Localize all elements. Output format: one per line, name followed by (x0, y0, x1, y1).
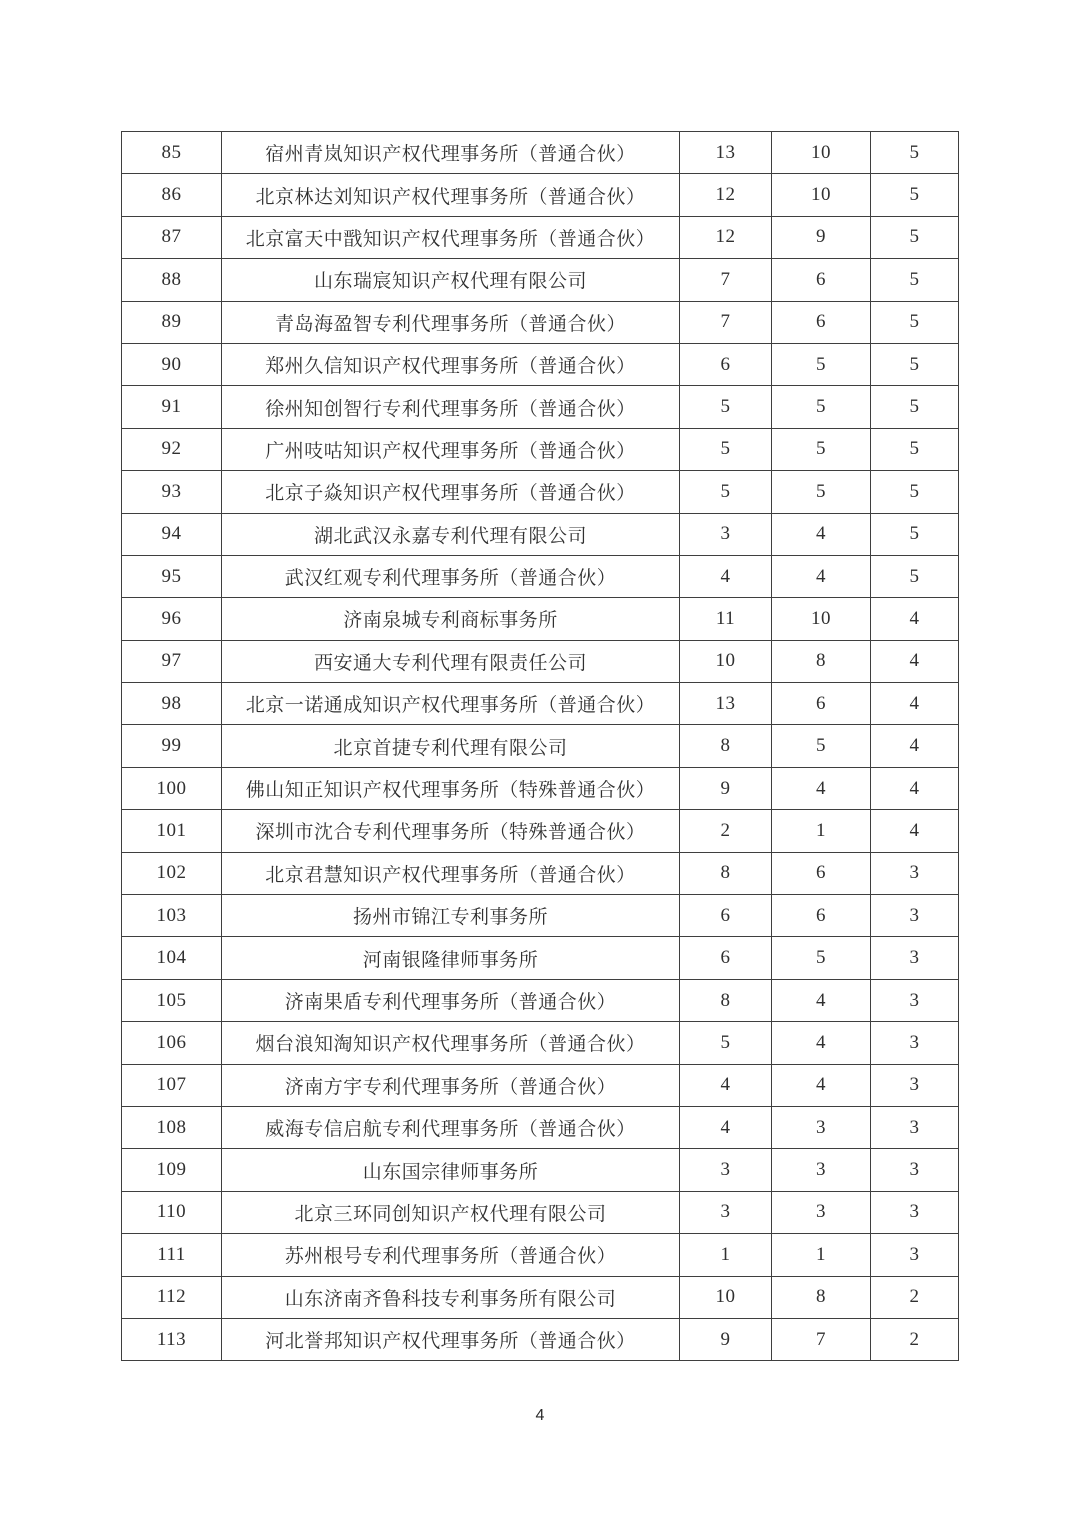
col1-value-cell: 12 (680, 216, 772, 258)
row-index-cell: 97 (122, 640, 222, 682)
row-index-cell: 91 (122, 386, 222, 428)
col1-value-cell: 13 (680, 683, 772, 725)
col3-value-cell: 3 (871, 1022, 959, 1064)
table-row (122, 471, 959, 513)
row-index-cell: 102 (122, 852, 222, 894)
row-index-cell: 86 (122, 174, 222, 216)
page-number: 4 (535, 1407, 545, 1424)
agency-name-cell: 武汉红观专利代理事务所（普通合伙） (222, 555, 680, 597)
agency-name-cell: 广州吱咕知识产权代理事务所（普通合伙） (222, 428, 680, 470)
col3-value-cell: 2 (871, 1276, 959, 1318)
col2-value-cell: 4 (772, 555, 871, 597)
col3-value-cell: 5 (871, 343, 959, 385)
col3-value-cell: 4 (871, 767, 959, 809)
agency-name-cell: 河南银隆律师事务所 (222, 937, 680, 979)
col2-value-cell: 3 (772, 1106, 871, 1148)
row-index-cell: 105 (122, 979, 222, 1021)
col2-value-cell: 6 (772, 683, 871, 725)
agency-name-cell: 苏州根号专利代理事务所（普通合伙） (222, 1234, 680, 1276)
col3-value-cell: 5 (871, 555, 959, 597)
table-row (122, 1022, 959, 1064)
row-index-cell: 89 (122, 301, 222, 343)
col3-value-cell: 3 (871, 1064, 959, 1106)
agency-name-cell: 佛山知正知识产权代理事务所（特殊普通合伙） (222, 767, 680, 809)
col3-value-cell: 4 (871, 598, 959, 640)
row-index-cell: 85 (122, 132, 222, 174)
table-row (122, 640, 959, 682)
agency-name-cell: 济南方宇专利代理事务所（普通合伙） (222, 1064, 680, 1106)
col1-value-cell: 13 (680, 132, 772, 174)
col1-value-cell: 1 (680, 1234, 772, 1276)
agency-table-body (122, 132, 959, 1361)
col2-value-cell: 4 (772, 979, 871, 1021)
table-row (122, 810, 959, 852)
table-row (122, 174, 959, 216)
col3-value-cell: 5 (871, 216, 959, 258)
col3-value-cell: 5 (871, 428, 959, 470)
col2-value-cell: 8 (772, 640, 871, 682)
col2-value-cell: 5 (772, 725, 871, 767)
col1-value-cell: 4 (680, 1106, 772, 1148)
table-row (122, 1149, 959, 1191)
col2-value-cell: 3 (772, 1149, 871, 1191)
agency-name-cell: 北京子焱知识产权代理事务所（普通合伙） (222, 471, 680, 513)
agency-name-cell: 济南泉城专利商标事务所 (222, 598, 680, 640)
agency-name-cell: 北京首捷专利代理有限公司 (222, 725, 680, 767)
col2-value-cell: 4 (772, 1022, 871, 1064)
col1-value-cell: 8 (680, 979, 772, 1021)
col2-value-cell: 6 (772, 895, 871, 937)
col1-value-cell: 10 (680, 1276, 772, 1318)
agency-name-cell: 济南果盾专利代理事务所（普通合伙） (222, 979, 680, 1021)
agency-name-cell: 深圳市沈合专利代理事务所（特殊普通合伙） (222, 810, 680, 852)
col3-value-cell: 4 (871, 683, 959, 725)
table-row (122, 895, 959, 937)
table-row (122, 428, 959, 470)
col2-value-cell: 1 (772, 810, 871, 852)
col2-value-cell: 5 (772, 343, 871, 385)
row-index-cell: 103 (122, 895, 222, 937)
agency-name-cell: 北京一诺通成知识产权代理事务所（普通合伙） (222, 683, 680, 725)
agency-name-cell: 北京林达刘知识产权代理事务所（普通合伙） (222, 174, 680, 216)
col3-value-cell: 4 (871, 640, 959, 682)
col2-value-cell: 4 (772, 767, 871, 809)
col3-value-cell: 2 (871, 1318, 959, 1360)
agency-name-cell: 北京君慧知识产权代理事务所（普通合伙） (222, 852, 680, 894)
agency-name-cell: 烟台浪知淘知识产权代理事务所（普通合伙） (222, 1022, 680, 1064)
col1-value-cell: 5 (680, 471, 772, 513)
col1-value-cell: 11 (680, 598, 772, 640)
table-row (122, 132, 959, 174)
col1-value-cell: 6 (680, 937, 772, 979)
col2-value-cell: 4 (772, 513, 871, 555)
col1-value-cell: 4 (680, 1064, 772, 1106)
col3-value-cell: 4 (871, 725, 959, 767)
col2-value-cell: 7 (772, 1318, 871, 1360)
col1-value-cell: 9 (680, 1318, 772, 1360)
agency-name-cell: 青岛海盈智专利代理事务所（普通合伙） (222, 301, 680, 343)
col1-value-cell: 7 (680, 259, 772, 301)
col2-value-cell: 3 (772, 1191, 871, 1233)
col2-value-cell: 6 (772, 259, 871, 301)
col3-value-cell: 3 (871, 1234, 959, 1276)
col1-value-cell: 3 (680, 513, 772, 555)
agency-name-cell: 山东瑞宸知识产权代理有限公司 (222, 259, 680, 301)
table-row (122, 683, 959, 725)
agency-name-cell: 威海专信启航专利代理事务所（普通合伙） (222, 1106, 680, 1148)
col3-value-cell: 3 (871, 979, 959, 1021)
col2-value-cell: 8 (772, 1276, 871, 1318)
col1-value-cell: 8 (680, 725, 772, 767)
table-row (122, 979, 959, 1021)
table-row (122, 343, 959, 385)
table-row (122, 386, 959, 428)
table-row (122, 852, 959, 894)
col3-value-cell: 3 (871, 1106, 959, 1148)
col3-value-cell: 5 (871, 513, 959, 555)
col3-value-cell: 5 (871, 259, 959, 301)
table-row (122, 725, 959, 767)
col1-value-cell: 5 (680, 386, 772, 428)
row-index-cell: 109 (122, 1149, 222, 1191)
row-index-cell: 98 (122, 683, 222, 725)
agency-name-cell: 西安通大专利代理有限责任公司 (222, 640, 680, 682)
table-row (122, 937, 959, 979)
row-index-cell: 100 (122, 767, 222, 809)
table-row (122, 301, 959, 343)
table-row (122, 216, 959, 258)
row-index-cell: 110 (122, 1191, 222, 1233)
col2-value-cell: 10 (772, 174, 871, 216)
col1-value-cell: 3 (680, 1149, 772, 1191)
col2-value-cell: 6 (772, 852, 871, 894)
agency-name-cell: 扬州市锦江专利事务所 (222, 895, 680, 937)
table-row (122, 555, 959, 597)
col2-value-cell: 5 (772, 386, 871, 428)
row-index-cell: 111 (122, 1234, 222, 1276)
col3-value-cell: 5 (871, 471, 959, 513)
col1-value-cell: 3 (680, 1191, 772, 1233)
row-index-cell: 95 (122, 555, 222, 597)
col1-value-cell: 8 (680, 852, 772, 894)
col2-value-cell: 5 (772, 471, 871, 513)
row-index-cell: 96 (122, 598, 222, 640)
table-row (122, 1191, 959, 1233)
col3-value-cell: 5 (871, 301, 959, 343)
agency-name-cell: 北京富天中戬知识产权代理事务所（普通合伙） (222, 216, 680, 258)
agency-name-cell: 湖北武汉永嘉专利代理有限公司 (222, 513, 680, 555)
agency-name-cell: 宿州青岚知识产权代理事务所（普通合伙） (222, 132, 680, 174)
agency-name-cell: 北京三环同创知识产权代理有限公司 (222, 1191, 680, 1233)
row-index-cell: 87 (122, 216, 222, 258)
col2-value-cell: 10 (772, 132, 871, 174)
row-index-cell: 112 (122, 1276, 222, 1318)
col2-value-cell: 1 (772, 1234, 871, 1276)
col3-value-cell: 3 (871, 1191, 959, 1233)
agency-table (121, 131, 959, 1361)
col1-value-cell: 2 (680, 810, 772, 852)
row-index-cell: 94 (122, 513, 222, 555)
row-index-cell: 108 (122, 1106, 222, 1148)
table-row (122, 259, 959, 301)
row-index-cell: 93 (122, 471, 222, 513)
row-index-cell: 107 (122, 1064, 222, 1106)
row-index-cell: 101 (122, 810, 222, 852)
table-row (122, 1106, 959, 1148)
col2-value-cell: 9 (772, 216, 871, 258)
agency-name-cell: 徐州知创智行专利代理事务所（普通合伙） (222, 386, 680, 428)
table-row (122, 1064, 959, 1106)
table-row (122, 598, 959, 640)
col2-value-cell: 5 (772, 937, 871, 979)
col1-value-cell: 5 (680, 428, 772, 470)
col1-value-cell: 9 (680, 767, 772, 809)
col3-value-cell: 3 (871, 937, 959, 979)
col3-value-cell: 3 (871, 852, 959, 894)
col1-value-cell: 6 (680, 343, 772, 385)
col3-value-cell: 4 (871, 810, 959, 852)
col1-value-cell: 7 (680, 301, 772, 343)
col1-value-cell: 4 (680, 555, 772, 597)
row-index-cell: 99 (122, 725, 222, 767)
row-index-cell: 106 (122, 1022, 222, 1064)
table-row (122, 1318, 959, 1360)
table-row (122, 1276, 959, 1318)
agency-name-cell: 郑州久信知识产权代理事务所（普通合伙） (222, 343, 680, 385)
col3-value-cell: 3 (871, 1149, 959, 1191)
row-index-cell: 90 (122, 343, 222, 385)
col1-value-cell: 10 (680, 640, 772, 682)
col1-value-cell: 12 (680, 174, 772, 216)
table-row (122, 513, 959, 555)
row-index-cell: 92 (122, 428, 222, 470)
table-row (122, 1234, 959, 1276)
table-row (122, 767, 959, 809)
agency-name-cell: 河北誉邦知识产权代理事务所（普通合伙） (222, 1318, 680, 1360)
row-index-cell: 113 (122, 1318, 222, 1360)
col1-value-cell: 5 (680, 1022, 772, 1064)
col3-value-cell: 3 (871, 895, 959, 937)
col2-value-cell: 4 (772, 1064, 871, 1106)
col3-value-cell: 5 (871, 386, 959, 428)
agency-name-cell: 山东济南齐鲁科技专利事务所有限公司 (222, 1276, 680, 1318)
col2-value-cell: 6 (772, 301, 871, 343)
row-index-cell: 88 (122, 259, 222, 301)
col1-value-cell: 6 (680, 895, 772, 937)
col3-value-cell: 5 (871, 132, 959, 174)
agency-name-cell: 山东国宗律师事务所 (222, 1149, 680, 1191)
col2-value-cell: 5 (772, 428, 871, 470)
row-index-cell: 104 (122, 937, 222, 979)
col2-value-cell: 10 (772, 598, 871, 640)
col3-value-cell: 5 (871, 174, 959, 216)
